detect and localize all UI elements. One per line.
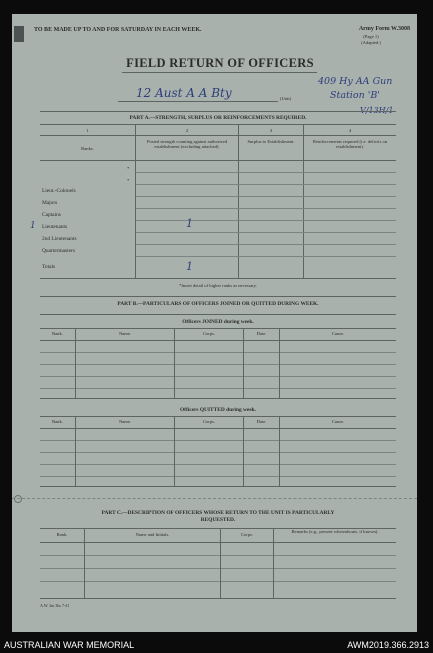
unit-name-handwritten: 12 Aust A A Bty (136, 86, 232, 100)
quitted-divider-4 (279, 416, 280, 486)
totals-label: Totals (42, 264, 56, 270)
col-number-rule (40, 135, 396, 136)
joined-divider-3 (243, 328, 244, 398)
joined-row-4 (40, 388, 396, 389)
row-rule-h (136, 256, 396, 257)
col-number-2: 2 (185, 128, 189, 133)
part-c-col-remarks: Remarks (e.g., present whereabouts, if known). (291, 529, 379, 534)
col-divider-2 (238, 124, 239, 278)
quitted-col-date: Date. (256, 419, 267, 424)
quitted-col-corps: Corps. (202, 419, 216, 424)
part-c-heading-2: REQUESTED. (200, 517, 236, 523)
quitted-bottom-rule (40, 486, 396, 487)
joined-col-name: Name. (118, 331, 132, 336)
joined-divider-2 (174, 328, 175, 398)
part-c-divider-3 (273, 528, 274, 598)
quitted-col-cause: Cause. (331, 419, 345, 424)
col-number-1: 1 (86, 128, 89, 133)
part-a-note: *Insert detail of higher ranks as necessary. (179, 283, 257, 288)
joined-title: Officers JOINED during week. (182, 319, 254, 325)
footer-accession: AWM2019.366.2913 (347, 640, 429, 650)
joined-header-rule (40, 340, 396, 341)
row-rule-c (136, 196, 396, 197)
col-number-3: 3 (269, 128, 273, 133)
instruction-text: TO BE MADE UP TO AND FOR SATURDAY IN EACH WEEK. (34, 27, 202, 33)
part-a-top-rule (40, 111, 396, 112)
joined-col-date: Date. (256, 331, 267, 336)
station-handwritten-1: 409 Hy AA Gun (318, 76, 393, 87)
part-c-header-rule (40, 542, 396, 543)
adapted-label: (Adapted.) (361, 40, 381, 45)
part-b-top-rule (40, 296, 396, 297)
quitted-col-rank: Rank. (52, 419, 63, 424)
staple-clip (14, 26, 24, 42)
asterisk-1: * (127, 166, 130, 171)
quitted-col-name: Name. (118, 419, 132, 424)
quitted-header-rule (40, 428, 396, 429)
part-a-heading: PART A.—STRENGTH, SURPLUS OR REINFORCEMENTS REQUIRED. (129, 115, 307, 121)
part-c-row-3 (40, 581, 396, 582)
quitted-row-3 (40, 464, 396, 465)
page-number: (Page 1) (363, 34, 379, 39)
part-c-row-2 (40, 568, 396, 569)
quitted-row-2 (40, 452, 396, 453)
row-rule-d (136, 208, 396, 209)
joined-row-2 (40, 364, 396, 365)
lieutenants-margin-mark: 1 (30, 221, 36, 231)
rank-quartermasters: Quartermasters (42, 248, 75, 254)
row-rule-f (136, 232, 396, 233)
row-rule-a (136, 172, 396, 173)
part-c-bottom-rule (40, 598, 396, 599)
rank-captains: Captains (42, 212, 61, 218)
part-c-row-1 (40, 555, 396, 556)
row-rule-b (136, 184, 396, 185)
part-a-bottom-rule (40, 278, 396, 279)
joined-row-1 (40, 352, 396, 353)
row-rule-e (136, 220, 396, 221)
rank-lieut-colonels: Lieut.-Colonels (42, 188, 76, 194)
totals-count: 1 (186, 260, 193, 273)
quitted-row-4 (40, 476, 396, 477)
col-divider-3 (303, 124, 304, 278)
joined-col-cause: Cause. (331, 331, 345, 336)
part-b-heading-rule (40, 314, 396, 315)
station-handwritten-2: Station 'B' (330, 90, 380, 101)
part-c-col-rank: Rank. (56, 532, 68, 537)
part-c-divider-1 (84, 528, 85, 598)
col-number-4: 4 (348, 128, 352, 133)
part-c-col-corps: Corps. (240, 532, 254, 537)
unit-underline (118, 101, 278, 102)
lieutenants-count: 1 (186, 217, 193, 230)
perforation-line (12, 498, 417, 499)
quitted-title: Officers QUITTED during week. (179, 407, 257, 413)
rank-majors: Majors (42, 200, 58, 206)
part-c-heading-1: PART C.—DESCRIPTION OF OFFICERS WHOSE RETURN TO THE UNIT IS PARTICULARLY (101, 510, 335, 516)
col-divider-1 (135, 124, 136, 278)
joined-divider-1 (75, 328, 76, 398)
rank-lieutenants: Lieutenants (42, 224, 68, 230)
asterisk-2: * (127, 178, 130, 183)
joined-col-rank: Rank. (52, 331, 63, 336)
header-surplus: Surplus to Establishment. (247, 139, 295, 144)
unit-label: (Unit) (280, 96, 292, 101)
joined-col-corps: Corps. (202, 331, 216, 336)
quitted-divider-1 (75, 416, 76, 486)
part-c-divider-2 (220, 528, 221, 598)
quitted-divider-2 (174, 416, 175, 486)
form-title: FIELD RETURN OF OFFICERS (126, 56, 314, 70)
quitted-divider-3 (243, 416, 244, 486)
form-number: Army Form W.3008 (358, 26, 410, 32)
title-underline (122, 72, 317, 73)
joined-divider-4 (279, 328, 280, 398)
row-rule-g (136, 244, 396, 245)
header-reinforcements: Reinforcements required (i.e. deficits on establishment). (312, 139, 388, 149)
footer-institution: AUSTRALIAN WAR MEMORIAL (4, 640, 135, 650)
printer-imprint: A.W. 2m 3hs 7-41 (40, 603, 70, 608)
joined-bottom-rule (40, 398, 396, 399)
joined-title-rule (40, 328, 396, 329)
header-posted-strength: Posted strength counting against authorized establishment (excluding attached). (146, 139, 228, 149)
punch-hole (14, 495, 22, 503)
header-rule (40, 160, 396, 161)
quitted-title-rule (40, 416, 396, 417)
part-a-heading-rule (40, 124, 396, 125)
part-c-col-name: Name and Initials. (135, 532, 170, 537)
part-b-heading: PART B.—PARTICULARS OF OFFICERS JOINED OR QUITTED DURING WEEK. (117, 301, 319, 307)
header-ranks: Ranks. (81, 146, 94, 151)
quitted-row-1 (40, 440, 396, 441)
joined-row-3 (40, 376, 396, 377)
rank-2nd-lieutenants: 2nd Lieutenants (42, 236, 77, 242)
